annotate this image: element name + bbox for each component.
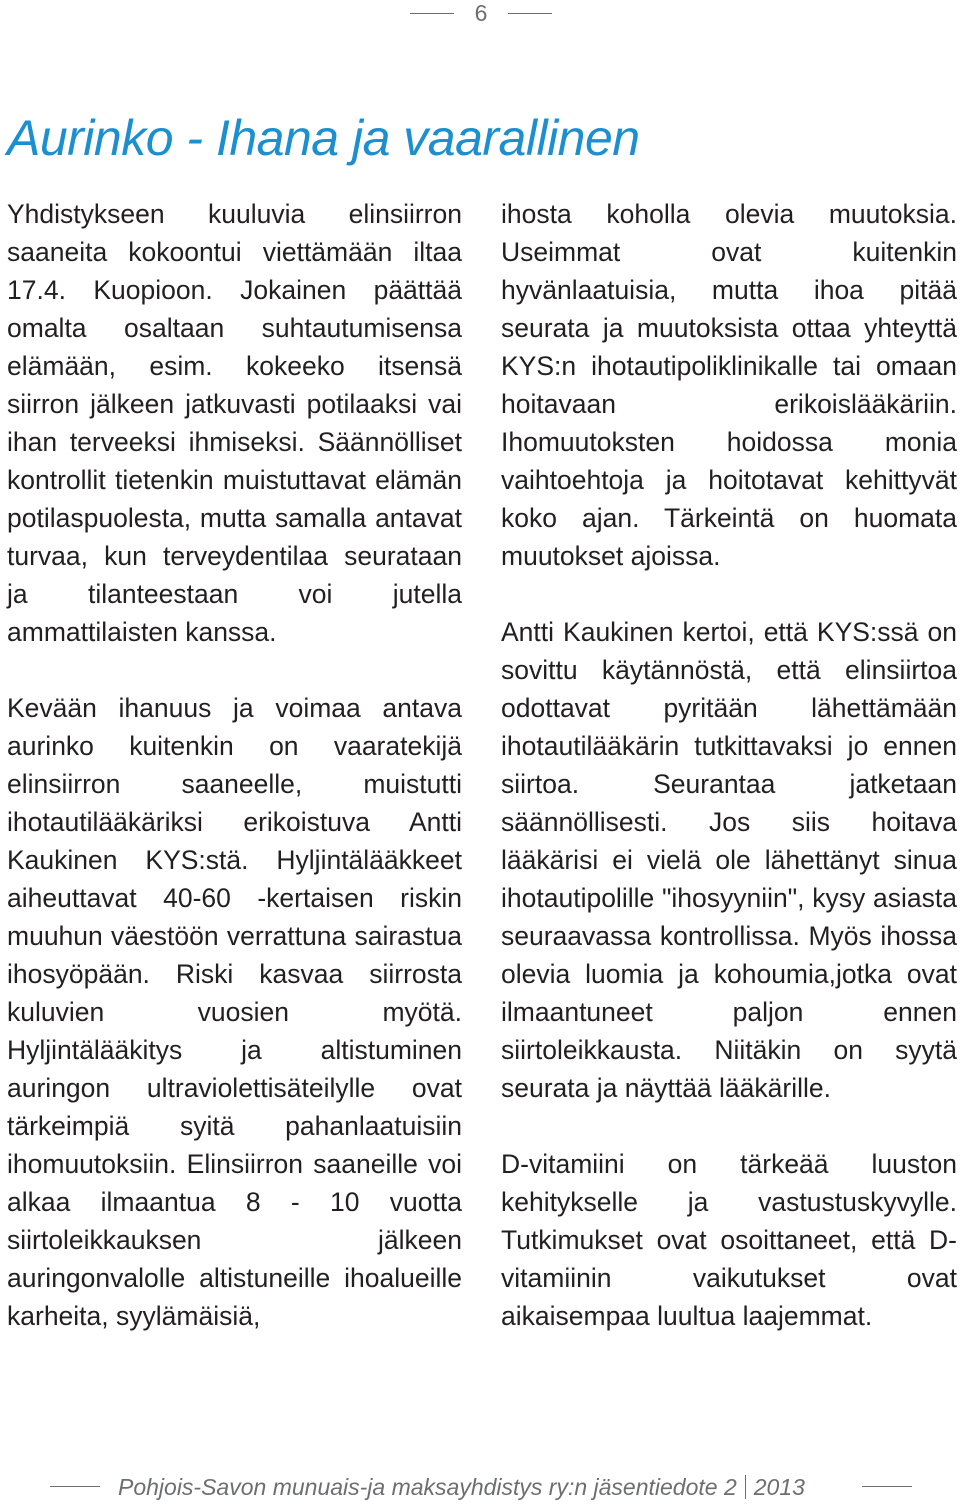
footer-rule-right — [862, 1486, 912, 1487]
footer-text — [118, 1472, 848, 1502]
paragraph-vitamin-d: D-vitamiini on tärkeää luuston kehitykselle ja vastustuskyvylle. Tutkimukset ovat osoittaneet, että D-vitamiinin vaikutukset ovat aikaisempaa luultua laajemmat. — [501, 1149, 957, 1331]
paragraph-skin-changes: ihosta koholla olevia muutoksia. Useimmat ovat kuitenkin hyvänlaatuisia, mutta ihoa pitää seurata ja muutoksista ottaa yhteyttä KYS:n ihotautipoliklinikalle tai omaan hoitavaan erikoislääkäriin. Ihomuutoksten hoidossa monia vaihtoehtoja ja hoitotavat kehittyvät koko ajan. Tärkeintä on huomata muutokset ajoissa. — [501, 199, 957, 571]
paragraph-sun-risk: Kevään ihanuus ja voimaa antava aurinko kuitenkin on vaaratekijä elinsiirron saaneelle, muistutti ihotautilääkäriksi erikoistuva Antti Kaukinen KYS:stä. Hyljintälääkkeet aiheuttavat 40-60 -kertaisen riskin muuhun väestöön verrattuna sairastua ihosyöpään. Riski kasvaa siirrosta kuluvien vuosien myötä. Hyljintälääkitys ja altistuminen auringon ultraviolettisäteilylle ovat tärkeimpiä syitä pahanlaatuisiin ihomuutoksiin. Elinsiirron saaneille voi alkaa ilmaantua 8 - 10 vuotta siirtoleikkauksen jälkeen auringonvalolle altistuneille ihoalueille karheita, syylämäisiä, — [7, 693, 462, 1331]
page-number-rule-left — [410, 13, 454, 14]
footer-year: 2013 — [753, 1474, 805, 1500]
footer-rule-left — [50, 1486, 100, 1487]
footer-separator — [745, 1475, 746, 1499]
page-number-rule-right — [508, 13, 552, 14]
paragraph-kys-practice: Antti Kaukinen kertoi, että KYS:ssä on sovittu käytännöstä, että elinsiirtoa odottavat pyritään lähettämään ihotautilääkärin tutkittavaksi jo ennen siirtoa. Seurantaa jatketaan säännöllisesti. Jos siis hoitava lääkärisi ei vielä ole lähettänyt sinua ihotautipolille "ihosyyniin", kysy asiasta seuraavassa kontrollissa. Myös ihossa olevia luomia ja kohoumia,jotka ovat ilmaantuneet paljon ennen siirtoleikkausta. Niitäkin on syytä seurata ja näyttää lääkärille. — [501, 617, 957, 1103]
article-column-left — [7, 195, 462, 1335]
article-title: Aurinko - Ihana ja vaarallinen — [7, 110, 640, 166]
page-header — [0, 0, 960, 28]
page-number: 6 — [474, 0, 488, 26]
paragraph-intro: Yhdistykseen kuuluvia elinsiirron saaneita kokoontui viettämään iltaa 17.4. Kuopioon. Jokainen päättää omalta osaltaan suhtautumisensa elämään, esim. kokeeko itsensä siirron jälkeen jatkuvasti potilaaksi vai ihan terveeksi ihmiseksi. Säännölliset kontrollit tietenkin muistuttavat elämän potilaspuolesta, mutta samalla antavat turvaa, kun terveydentilaa seurataan ja tilanteestaan voi jutella ammattilaisten kanssa. — [7, 199, 462, 647]
article-column-right — [501, 195, 957, 1335]
footer-publication: Pohjois-Savon munuais-ja maksayhdistys ry:n jäsentiedote 2 — [118, 1474, 737, 1500]
page-footer — [0, 1468, 960, 1506]
